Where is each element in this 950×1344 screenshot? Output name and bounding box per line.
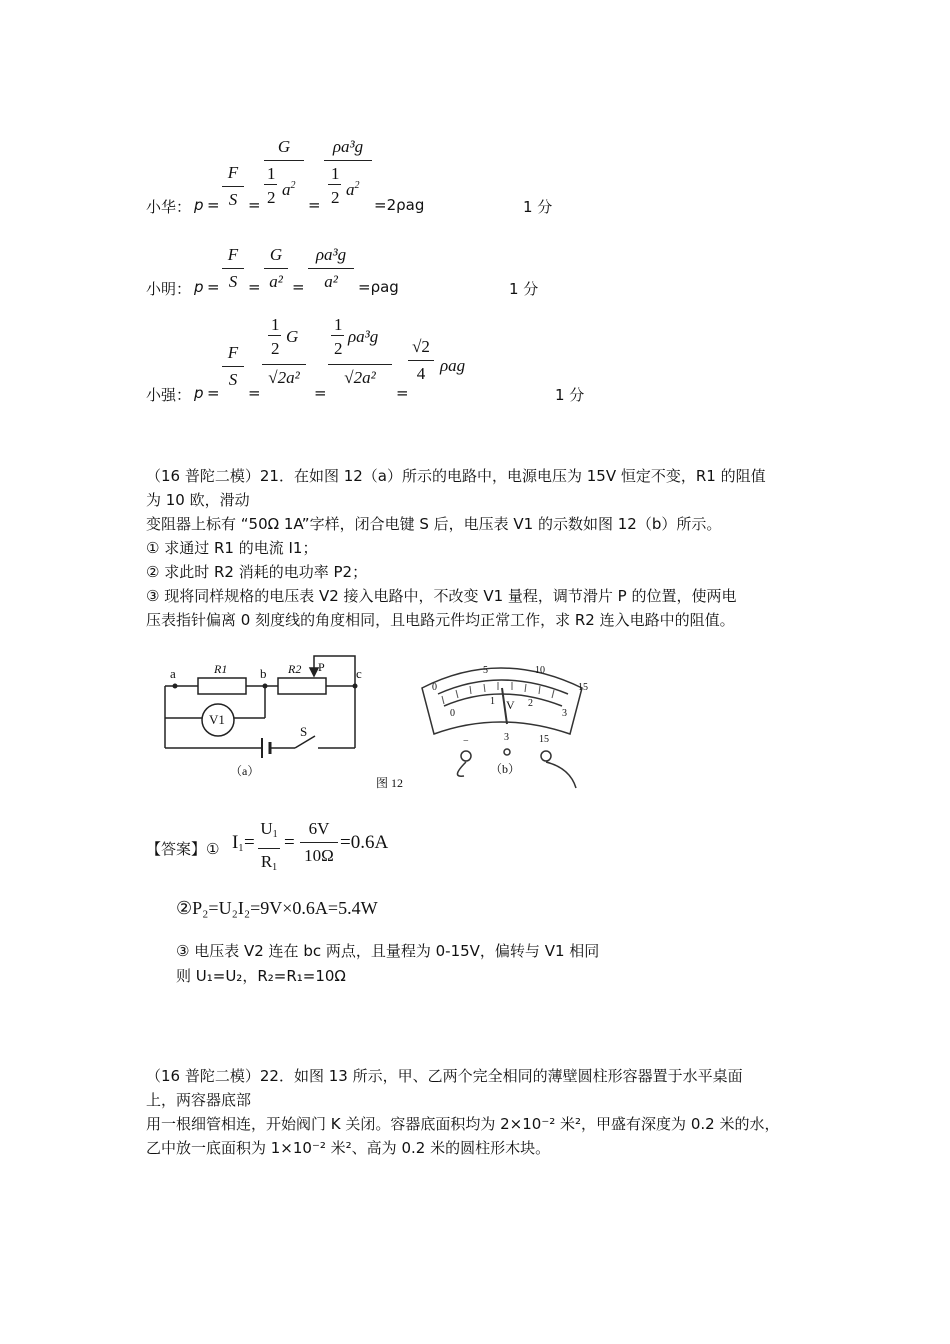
p-symbol: p [194, 196, 204, 214]
q21-line1: （16 普陀二模）21．在如图 12（a）所示的电路中，电源电压为 15V 恒定不变，R1 的阻值 [146, 467, 766, 485]
r2-label: R2 [288, 662, 302, 676]
q22-line1: （16 普陀二模）22．如图 13 所示，甲、乙两个完全相同的薄壁圆柱形容器置于水平桌面 [146, 1067, 743, 1085]
scale-top-15: 15 [578, 682, 588, 693]
node-a: a [170, 666, 176, 681]
equals: = [207, 278, 220, 296]
p-symbol: p [194, 384, 204, 402]
label-xiaohua: 小华： [146, 198, 192, 216]
equals: = [308, 196, 321, 214]
q21-item1: ① 求通过 R1 的电流 I1； [146, 539, 318, 557]
half-den: 2 [267, 188, 276, 207]
fraction-sqrt2-over-4: √2 4 [408, 336, 434, 385]
q22-line4: 乙中放一底面积为 1×10⁻² 米²、高为 0.2 米的圆柱形木块。 [146, 1139, 551, 1157]
i1-symbol: I [232, 832, 239, 853]
score-xiaoqiang: 1 分 [555, 386, 585, 404]
q22-line2: 上，两容器底部 [146, 1091, 252, 1109]
fraction-rho-a3g-over-a2: ρa³g a² [308, 244, 354, 293]
node-b: b [260, 666, 267, 681]
answer-tag: 【答案】① [146, 840, 220, 858]
fraction-u1-over-r1: $U_1$ $R_1$ [258, 818, 280, 879]
s-label: S [300, 724, 308, 739]
score-xiaoming: 1 分 [509, 280, 539, 298]
fraction-half-g-over-sqrt2a2: 1 2 G √2a² [262, 314, 306, 389]
a-symbol: a [282, 180, 291, 199]
scale-bottom-1: 1 [490, 696, 495, 707]
equals: = [292, 278, 305, 296]
scale-bottom-2: 2 [528, 698, 533, 709]
equals: = [207, 196, 220, 214]
fraction-g-over-a2: G a² [264, 244, 288, 293]
meter-face [422, 668, 582, 734]
fraction-rho-a3g-over-half-a2: ρa³g 1 2 $a^2$ [324, 136, 372, 211]
figure-caption: 图 12 [376, 776, 404, 790]
equals: = [248, 384, 261, 402]
equals: = [244, 832, 255, 853]
fraction-6v-over-10ohm: 6V 10Ω [300, 818, 338, 867]
scale-bottom-0: 0 [450, 708, 455, 719]
label-xiaoqiang: 小强： [146, 386, 192, 404]
answer-result-1: =0.6A [340, 832, 389, 853]
terminal-3: 3 [504, 732, 509, 743]
q21-item3a: ③ 现将同样规格的电压表 V2 接入电路中，不改变 V1 量程，调节滑片 P 的位置，使两电 [146, 587, 737, 605]
q21-line2: 为 10 欧，滑动 [146, 491, 250, 509]
equals: = [207, 384, 220, 402]
meter-v-label: V [506, 698, 515, 712]
equals: = [248, 278, 261, 296]
q22-line3: 用一根细管相连，开始阀门 K 关闭。容器底面积均为 2×10⁻² 米²，甲盛有深度为 0.2 米的水， [146, 1115, 780, 1133]
fraction-half-rho-a3g-over-sqrt2a2: 1 2 ρa³g √2a² [328, 314, 392, 389]
equals: = [314, 384, 327, 402]
scale-top-10: 10 [535, 665, 545, 676]
node-c: c [356, 666, 362, 681]
q21-item3b: 压表指针偏离 0 刻度线的角度相同，且电路元件均正常工作，求 R2 连入电路中的阻值。 [146, 611, 735, 629]
equals: = [396, 384, 409, 402]
result-xiaohua: =2ρag [374, 196, 425, 214]
r1-label: R1 [214, 662, 228, 676]
answer-line-3: ③ 电压表 V2 连在 bc 两点，且量程为 0-15V，偏转与 V1 相同 [176, 942, 600, 960]
r2-rheostat [278, 678, 326, 694]
answer-line-4: 则 U₁=U₂，R₂=R₁=10Ω [176, 967, 346, 985]
figure-a-label: （a） [230, 764, 260, 778]
fraction-g-over-half-a2: G 1 2 $a^2$ [264, 136, 304, 211]
terminal-negative: − [463, 736, 469, 747]
equals: = [284, 832, 295, 853]
question-21 [146, 464, 826, 632]
fraction-f-over-s: F S [222, 244, 244, 293]
scale-bottom-3: 3 [562, 708, 567, 719]
scale-top-0: 0 [432, 682, 437, 693]
scale-top-5: 5 [483, 665, 488, 676]
q21-line3: 变阻器上标有 “50Ω 1A”字样，闭合电键 S 后，电压表 V1 的示数如图 12（b）所示。 [146, 515, 722, 533]
fraction-f-over-s: F S [222, 162, 244, 211]
result-xiaoming: =ρag [358, 278, 399, 296]
terminal-15: 15 [539, 734, 549, 745]
half-num: 1 [267, 164, 276, 183]
fraction-f-over-s: F S [222, 342, 244, 391]
v1-label: V1 [209, 712, 225, 727]
answer-line-2: ②P₂=U₂I₂=9V×0.6A=5.4W [176, 898, 378, 918]
label-xiaoming: 小明： [146, 280, 192, 298]
p-symbol: p [194, 278, 204, 296]
p-label: P [318, 660, 325, 674]
rho-a-g: ρag [440, 356, 466, 375]
question-22 [146, 1064, 826, 1160]
figure-b-label: （b） [490, 762, 521, 776]
r1-resistor [198, 678, 246, 694]
equals: = [248, 196, 261, 214]
figure-12 [150, 648, 600, 798]
score-xiaohua: 1 分 [523, 198, 553, 216]
q21-item2: ② 求此时 R2 消耗的电功率 P2； [146, 563, 368, 581]
